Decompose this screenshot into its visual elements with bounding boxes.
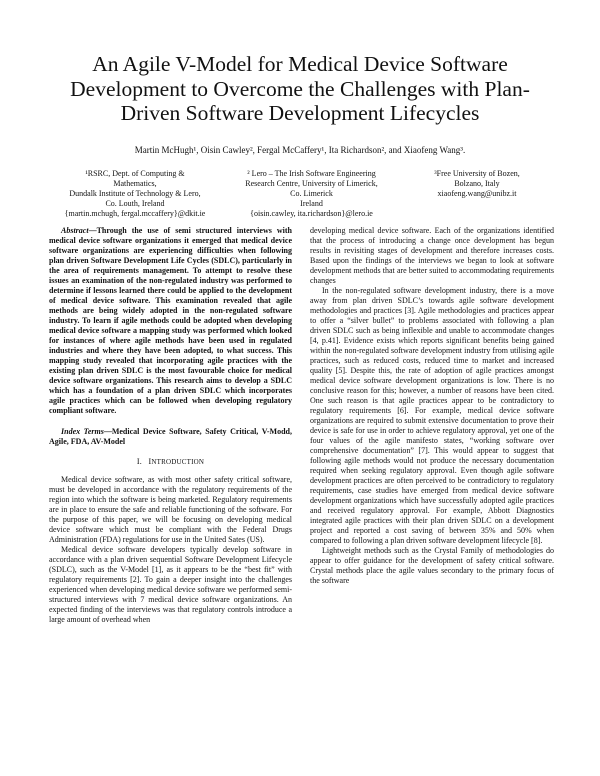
title-line: Development to Overcome the Challenges with Plan- xyxy=(70,76,530,101)
affiliation-line: Bolzano, Italy xyxy=(454,179,500,188)
affiliation-2 xyxy=(224,169,399,219)
affiliation-line: ¹RSRC, Dept. of Computing & xyxy=(85,169,185,178)
abstract-label: Abstract xyxy=(61,226,89,235)
body-paragraph: Medical device software developers typically develop software in accordance with a plan driven sequential Software Development Lifecycle (SDLC), such as the V-Model [1], as it appears to be the “best fit” with regulatory requirements [2]. To gain a deeper insight into the challenges experienced when developing medical device software we performed semi-structured interviews with 7 medical device software organizations. An expected finding of the interviews was that regulatory controls introduce a large amount of overhead when xyxy=(49,545,292,624)
affiliation-email: {oisin.cawley, ita.richardson}@lero.ie xyxy=(250,209,373,218)
affiliation-1 xyxy=(50,169,220,219)
title-line: Driven Software Development Lifecycles xyxy=(120,101,480,125)
index-terms-label: Index Terms xyxy=(61,427,104,436)
abstract-text: —Through the use of semi structured interviews with medical device software organizations it emerged that medical device software organizations are experiencing difficulties when following plan driven Software Development Life Cycles (SDLC), particularly in the area of requirements management. To attempt to resolve these issues an examination of the non-regulated industry was performed to determine if lessons learned there could be applied to the development of medical device software. This examination revealed that agile methods are being widely adopted in the non-regulated software industry. To learn if agile methods could be adopted when developing medical device software a mapping study was performed which looked for instances of where agile methods have been used in regulated industries and where they have been adopted, to what success. This mapping study revealed that incorporating agile practices with the existing plan driven SDLC is the most favourable choice for medical device software organizations. This research aims to develop a SDLC which has a foundation of a plan driven SDLC which incorporates agile practices which can be followed when developing regulatory compliant software. xyxy=(49,226,292,415)
section-heading-introduction xyxy=(49,457,292,467)
abstract xyxy=(49,226,292,416)
author-list: Martin McHugh¹, Oisin Cawley², Fergal McCaffery¹, Ita Richardson², and Xiaofeng Wang³. xyxy=(134,145,466,155)
section-title-initial: I xyxy=(148,457,152,466)
affiliation-email: {martin.mchugh, fergal.mccaffery}@dkit.ie xyxy=(64,209,206,218)
affiliation-line: Co. Louth, Ireland xyxy=(105,199,165,208)
affiliation-3 xyxy=(402,169,552,199)
affiliation-line: ² Lero – The Irish Software Engineering xyxy=(247,169,376,178)
affiliation-line: Research Centre, University of Limerick, xyxy=(245,179,378,188)
body-paragraph: Lightweight methods such as the Crystal Family of methodologies do appear to offer guidance for the development of safety critical software. Crystal methods place the agile values secondary to the primary focus of the software xyxy=(310,546,554,585)
section-title-rest: NTRODUCTION xyxy=(151,458,205,466)
affiliation-line: Dundalk Institute of Technology & Lero, xyxy=(69,189,201,198)
paper-title xyxy=(40,52,560,126)
affiliation-line: Mathematics, xyxy=(113,179,157,188)
affiliation-line: Ireland xyxy=(300,199,323,208)
right-column xyxy=(310,226,554,586)
body-paragraph: In the non-regulated software development industry, there is a move away from plan driven SDLC’s towards agile software development methodologies and practices [3]. Agile methodologies and practices appear to offer a “silver bullet” to problems associated with following a plan driven SDLC such as being inflexible and unable to accommodate changes [4, p.41]. Evidence exists which reports significant benefits being gained within the non-regulated software development industry from utilising agile practices, such as reduced costs, reduced time to market and increased quality [5]. Despite this, the rate of adoption of agile practices amongst medical device software development organizations is low. There is no conclusive reason for this; however, a number of reasons have been cited. One such reason is that agile practices appear to be contradictory to regulatory requirements [6]. For example, medical device software organizations are required to submit extensive documentation to prove their device is safe for use in order to achieve regulatory approval, yet one of the four values of the agile manifesto states, “working software over comprehensive documentation” [7]. This would appear to suggest that following agile methods would not produce the necessary documentation required when seeking regulatory approval. Even though agile software development practices are often perceived to be contradictory to regulatory requirements, case studies have emerged from medical device software development organizations which have successfully adopted agile practices and received regulatory approval. For example, Abbott Diagnostics integrated agile practices with their plan driven SDLC on a development project and reported a cost saving of between 35% and 50% when compared to following a plan driven software development lifecycle [8]. xyxy=(310,286,554,545)
left-column xyxy=(49,226,292,625)
section-number: I. xyxy=(136,457,142,466)
title-line: An Agile V-Model for Medical Device Software xyxy=(92,52,508,76)
index-terms xyxy=(49,427,292,447)
affiliation-email: xiaofeng.wang@unibz.it xyxy=(437,189,517,198)
body-paragraph: developing medical device software. Each of the organizations identified that the process of introducing a change once development has begun results in revisiting stages of development and therefore increases costs. Based upon the findings of the interviews we began to look at software development methods that are better suited to accommodating requirements changes xyxy=(310,226,554,285)
index-terms-text: —Medical Device Software, Safety Critical, V-Modd, Agile, FDA, AV-Model xyxy=(49,427,293,446)
affiliation-line: ³Free University of Bozen, xyxy=(434,169,520,178)
body-paragraph: Medical device software, as with most other safety critical software, must be developed in accordance with the regulatory requirements of the region into which the software is being marketed. Regulatory requirements are in place to ensure the safe and reliable functioning of the software. For the purpose of this paper, we will be focusing on developing medical device software which must be compliant with the Federal Drugs Administration (FDA) regulations for use in the United Sates (US). xyxy=(49,475,292,544)
affiliation-line: Co. Limerick xyxy=(290,189,333,198)
